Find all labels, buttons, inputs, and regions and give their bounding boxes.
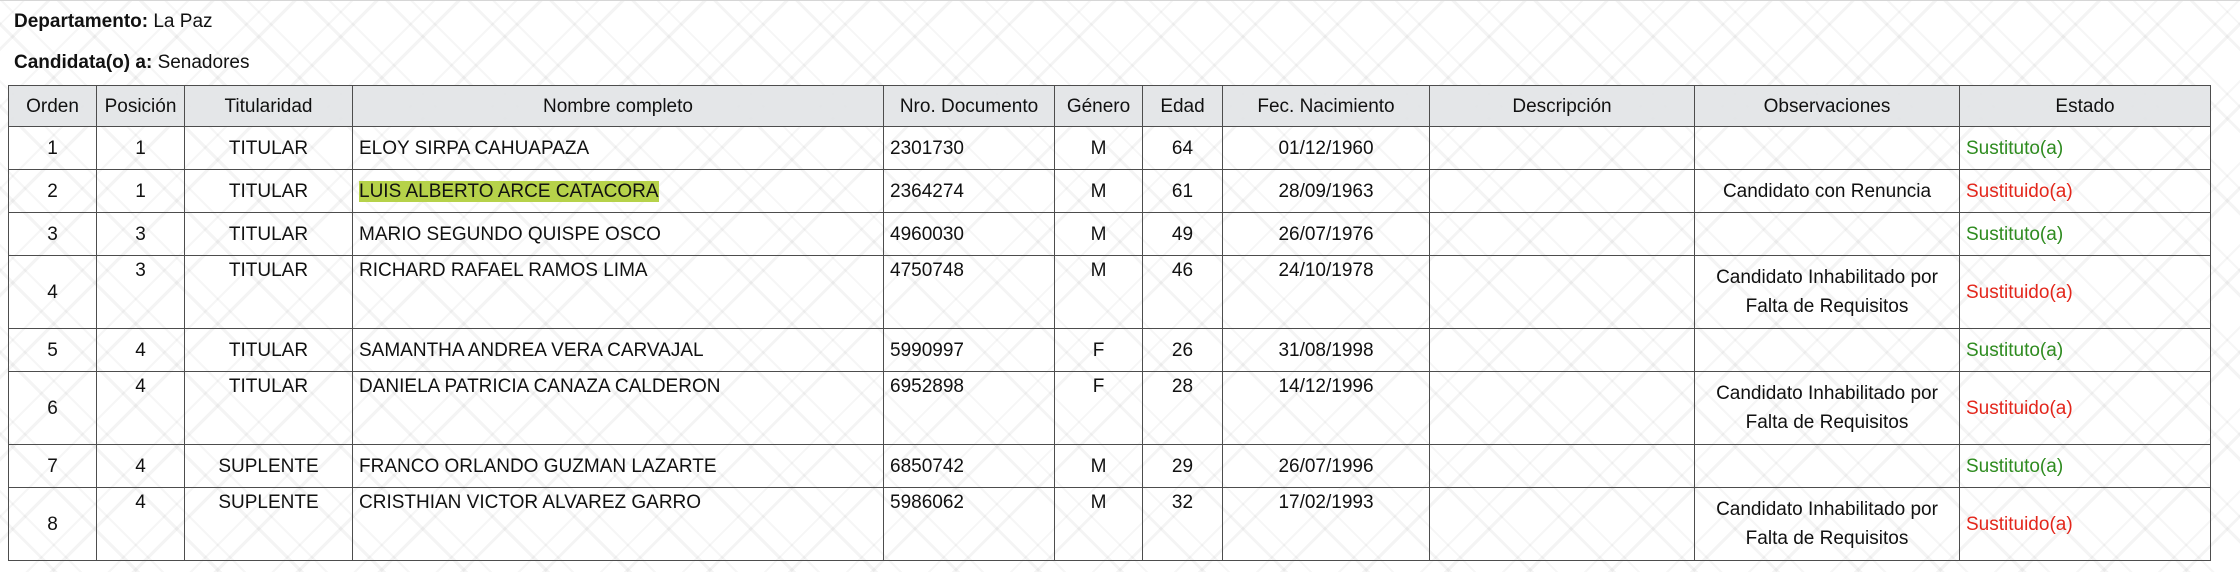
cell-documento: 2364274 <box>884 170 1055 213</box>
table-row <box>9 127 2211 170</box>
cell-observaciones <box>1695 329 1960 372</box>
table-row <box>9 213 2211 256</box>
cell-nacimiento: 01/12/1960 <box>1223 127 1430 170</box>
cell-descripcion <box>1430 372 1695 445</box>
cell-genero: F <box>1055 329 1143 372</box>
cell-nacimiento: 26/07/1976 <box>1223 213 1430 256</box>
header-genero: Género <box>1055 86 1143 127</box>
cell-posicion: 4 <box>97 445 185 488</box>
cell-nombre <box>353 213 884 256</box>
cell-posicion: 1 <box>97 170 185 213</box>
cell-documento: 6952898 <box>884 372 1055 445</box>
cell-titularidad: TITULAR <box>185 256 353 329</box>
cell-posicion: 4 <box>97 488 185 561</box>
cell-edad: 46 <box>1143 256 1223 329</box>
cell-orden: 3 <box>9 213 97 256</box>
header-titularidad: Titularidad <box>185 86 353 127</box>
cell-nombre <box>353 372 884 445</box>
cell-nombre <box>353 329 884 372</box>
header-orden: Orden <box>9 86 97 127</box>
cell-edad: 28 <box>1143 372 1223 445</box>
cell-nombre <box>353 170 884 213</box>
table-row <box>9 329 2211 372</box>
status-sustituido: Sustituido(a) <box>1960 488 2211 561</box>
cell-edad: 61 <box>1143 170 1223 213</box>
cell-orden: 6 <box>9 372 97 445</box>
top-divider <box>0 0 2240 1</box>
header-posicion: Posición <box>97 86 185 127</box>
cell-edad: 49 <box>1143 213 1223 256</box>
cell-descripcion <box>1430 445 1695 488</box>
cell-descripcion <box>1430 488 1695 561</box>
status-sustituido: Sustituido(a) <box>1960 372 2211 445</box>
table-row <box>9 488 2211 561</box>
candidate-name: SAMANTHA ANDREA VERA CARVAJAL <box>359 339 704 361</box>
cell-descripcion <box>1430 170 1695 213</box>
cell-nombre <box>353 127 884 170</box>
header-estado: Estado <box>1960 86 2211 127</box>
candidate-name: RICHARD RAFAEL RAMOS LIMA <box>359 260 648 281</box>
table-row <box>9 256 2211 329</box>
cell-orden: 4 <box>9 256 97 329</box>
candidate-name: MARIO SEGUNDO QUISPE OSCO <box>359 223 661 245</box>
candidate-name: DANIELA PATRICIA CANAZA CALDERON <box>359 376 721 397</box>
cell-genero: M <box>1055 256 1143 329</box>
status-sustituto: Sustituto(a) <box>1960 329 2211 372</box>
cell-orden: 1 <box>9 127 97 170</box>
cell-genero: M <box>1055 445 1143 488</box>
cell-orden: 7 <box>9 445 97 488</box>
header-nombre: Nombre completo <box>353 86 884 127</box>
cell-posicion: 1 <box>97 127 185 170</box>
cell-genero: M <box>1055 170 1143 213</box>
cell-genero: F <box>1055 372 1143 445</box>
cell-documento: 4960030 <box>884 213 1055 256</box>
table-row <box>9 445 2211 488</box>
cell-descripcion <box>1430 256 1695 329</box>
departamento-label: Departamento: <box>14 11 149 32</box>
cell-nacimiento: 14/12/1996 <box>1223 372 1430 445</box>
cell-titularidad: SUPLENTE <box>185 445 353 488</box>
candidate-name: ELOY SIRPA CAHUAPAZA <box>359 137 590 159</box>
cell-posicion: 3 <box>97 213 185 256</box>
cell-titularidad: TITULAR <box>185 127 353 170</box>
cell-documento: 5986062 <box>884 488 1055 561</box>
cell-observaciones: Candidato con Renuncia <box>1695 170 1960 213</box>
cell-nombre <box>353 256 884 329</box>
candidates-table <box>8 85 2211 561</box>
status-sustituto: Sustituto(a) <box>1960 213 2211 256</box>
candidate-name: CRISTHIAN VICTOR ALVAREZ GARRO <box>359 492 702 513</box>
header-nacimiento: Fec. Nacimiento <box>1223 86 1430 127</box>
cell-posicion: 4 <box>97 372 185 445</box>
cell-nacimiento: 31/08/1998 <box>1223 329 1430 372</box>
cell-edad: 26 <box>1143 329 1223 372</box>
status-sustituido: Sustituido(a) <box>1960 256 2211 329</box>
cell-edad: 29 <box>1143 445 1223 488</box>
cell-titularidad: TITULAR <box>185 329 353 372</box>
status-sustituto: Sustituto(a) <box>1960 445 2211 488</box>
cell-observaciones: Candidato Inhabilitado por Falta de Requisitos <box>1695 488 1960 561</box>
table-header-row <box>9 86 2211 127</box>
cell-genero: M <box>1055 213 1143 256</box>
cell-documento: 6850742 <box>884 445 1055 488</box>
cell-nacimiento: 24/10/1978 <box>1223 256 1430 329</box>
cell-orden: 8 <box>9 488 97 561</box>
cell-documento: 4750748 <box>884 256 1055 329</box>
header-observaciones: Observaciones <box>1695 86 1960 127</box>
status-sustituto: Sustituto(a) <box>1960 127 2211 170</box>
candidatura-line <box>14 51 249 75</box>
candidate-name: FRANCO ORLANDO GUZMAN LAZARTE <box>359 455 717 477</box>
cell-nombre <box>353 488 884 561</box>
candidatura-label: Candidata(o) a: <box>14 52 153 73</box>
cell-observaciones <box>1695 445 1960 488</box>
cell-edad: 64 <box>1143 127 1223 170</box>
cell-observaciones <box>1695 127 1960 170</box>
cell-orden: 2 <box>9 170 97 213</box>
departamento-line <box>14 10 213 34</box>
departamento-value: La Paz <box>153 11 213 32</box>
candidatura-value: Senadores <box>157 52 250 73</box>
header-edad: Edad <box>1143 86 1223 127</box>
cell-observaciones: Candidato Inhabilitado por Falta de Requisitos <box>1695 256 1960 329</box>
header-descripcion: Descripción <box>1430 86 1695 127</box>
cell-genero: M <box>1055 488 1143 561</box>
cell-edad: 32 <box>1143 488 1223 561</box>
cell-documento: 2301730 <box>884 127 1055 170</box>
table-row <box>9 372 2211 445</box>
cell-descripcion <box>1430 213 1695 256</box>
cell-posicion: 3 <box>97 256 185 329</box>
cell-titularidad: TITULAR <box>185 170 353 213</box>
cell-titularidad: SUPLENTE <box>185 488 353 561</box>
highlighted-candidate-name: LUIS ALBERTO ARCE CATACORA <box>359 180 659 202</box>
cell-genero: M <box>1055 127 1143 170</box>
cell-nombre <box>353 445 884 488</box>
cell-titularidad: TITULAR <box>185 213 353 256</box>
cell-titularidad: TITULAR <box>185 372 353 445</box>
cell-observaciones: Candidato Inhabilitado por Falta de Requisitos <box>1695 372 1960 445</box>
cell-descripcion <box>1430 329 1695 372</box>
cell-documento: 5990997 <box>884 329 1055 372</box>
header-documento: Nro. Documento <box>884 86 1055 127</box>
cell-posicion: 4 <box>97 329 185 372</box>
table-row <box>9 170 2211 213</box>
cell-observaciones <box>1695 213 1960 256</box>
cell-nacimiento: 17/02/1993 <box>1223 488 1430 561</box>
cell-nacimiento: 26/07/1996 <box>1223 445 1430 488</box>
cell-nacimiento: 28/09/1963 <box>1223 170 1430 213</box>
cell-descripcion <box>1430 127 1695 170</box>
status-sustituido: Sustituido(a) <box>1960 170 2211 213</box>
cell-orden: 5 <box>9 329 97 372</box>
